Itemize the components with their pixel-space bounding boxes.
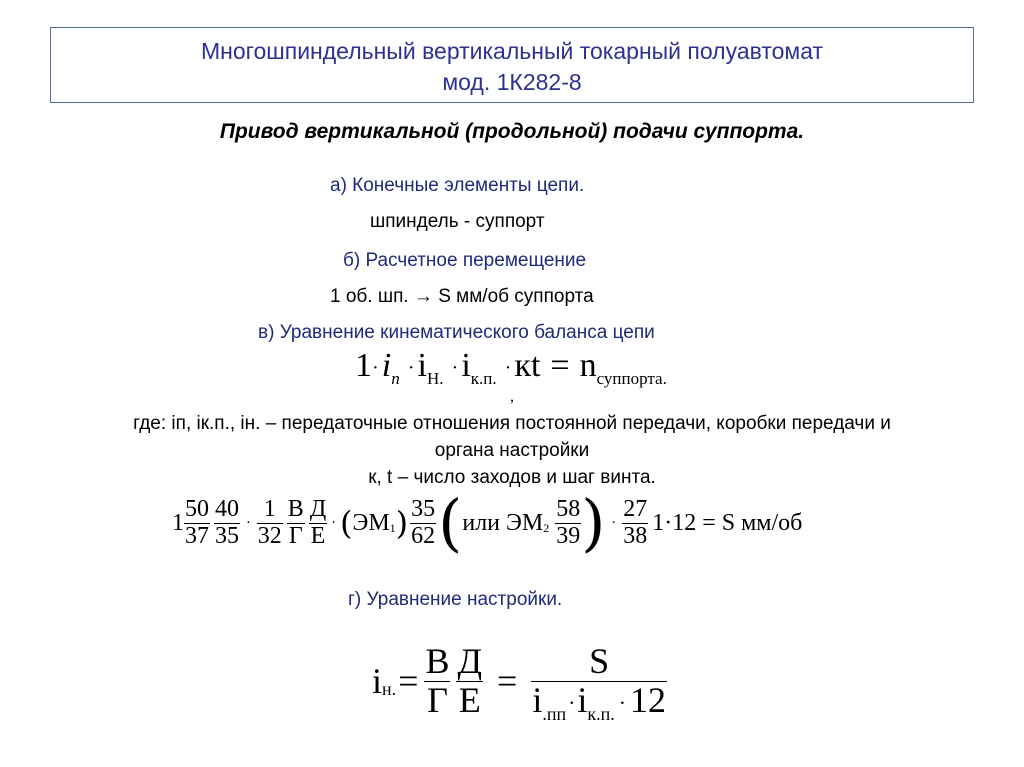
page-title-line2: мод. 1К282-8 [442, 69, 582, 95]
eq3-big-num: S [589, 640, 610, 681]
eq1-kt: кt [514, 347, 541, 384]
eq2-f7-den: 39 [556, 522, 581, 549]
eq1-equals: = [550, 347, 570, 384]
eq3-equals: = [398, 661, 419, 701]
eq3-den-i1: i [532, 679, 543, 720]
stray-comma: , [510, 388, 514, 405]
eq2-em1: ЭМ [352, 509, 390, 536]
eq3-den-sub2: к.п. [587, 703, 615, 724]
eq2-big-paren-close: ) [581, 486, 606, 559]
eq1-dot: · [372, 357, 379, 380]
eq1-sub-n: n [391, 368, 400, 388]
eq1-one: 1 [355, 347, 372, 384]
eq3-dot: · [568, 690, 576, 715]
slide-subtitle: Привод вертикальной (продольной) подачи суппорта. [219, 120, 805, 143]
eq1-n: n [579, 347, 597, 384]
where-line2: органа настройки [434, 440, 590, 461]
eq2-fraction-1 [184, 497, 210, 548]
eq2-f6-den: 62 [411, 522, 436, 549]
eq2-em1-sub: 1 [389, 520, 396, 535]
eq2-fraction-4 [287, 497, 305, 548]
eq2-paren-open: ( [339, 504, 353, 542]
section-b-label: б) Расчетное перемещение [343, 250, 587, 271]
eq1-sub-kp: к.п. [470, 368, 497, 388]
eq2-f8-num: 27 [623, 496, 648, 523]
page-title-line1: Многошпиндельный вертикальный токарный полуавтомат [200, 38, 824, 64]
eq3-f1-num: В [425, 640, 450, 681]
eq3-equals-2: = [497, 661, 518, 701]
eq3-fraction-1 [424, 640, 450, 720]
eq2-paren-close: ) [395, 504, 409, 542]
eq3-i: i [372, 661, 383, 701]
eq2-lead: 1 [172, 509, 184, 536]
eq3-f2-num: Д [457, 640, 483, 681]
eq1-dot: · [504, 357, 512, 380]
where-line3: к, t – число заходов и шаг винта. [368, 467, 656, 488]
eq2-f8-den: 38 [623, 522, 648, 549]
eq2-em2-sub: 2 [543, 520, 550, 535]
eq1-i: i [417, 347, 427, 384]
eq2-f1-den: 37 [185, 522, 209, 549]
eq1-i: i [381, 347, 392, 384]
section-b-value: 1 об. шп. → S мм/об суппорта [330, 286, 594, 307]
eq1-sub-support: суппорта. [596, 368, 667, 388]
section-v-label: в) Уравнение кинематического баланса цепи [258, 322, 655, 343]
eq1-dot: · [407, 357, 415, 380]
eq2-f2-num: 40 [215, 496, 239, 523]
where-line1: где: iп, iк.п., iн. – передаточные отношения постоянной передачи, коробки передачи и [133, 413, 891, 434]
eq3-f1-den: Г [427, 679, 448, 720]
eq2-dot: · [246, 514, 251, 531]
eq3-big-den [531, 679, 667, 724]
eq2-f5-den: Е [310, 522, 326, 549]
eq2-f1-num: 50 [185, 496, 209, 523]
eq3-den-sub1: .пп [542, 703, 567, 724]
eq2-fraction-7 [555, 497, 581, 548]
eq3-den-tail: 12 [629, 679, 666, 720]
eq2-f2-den: 35 [215, 522, 239, 549]
eq3-dot: · [618, 690, 626, 715]
eq2-f7-num: 58 [556, 496, 581, 523]
setup-equation [372, 632, 667, 730]
eq1-sub-h: Н. [427, 368, 444, 388]
eq2-tail: 1·12 = S мм/об [652, 509, 803, 536]
section-g-label: г) Уравнение настройки. [348, 589, 563, 610]
eq3-fraction-main [531, 640, 667, 724]
eq2-f6-num: 35 [411, 496, 436, 523]
section-a-label: а) Конечные элементы цепи. [330, 175, 585, 196]
chain-equation [172, 486, 803, 559]
eq2-f3-num: 1 [263, 496, 276, 523]
eq2-or-em2: или ЭМ [462, 509, 544, 536]
eq3-fraction-2 [456, 640, 483, 720]
section-a-value: шпиндель - суппорт [370, 211, 545, 232]
kinematic-balance-equation [355, 346, 667, 391]
eq1-dot: · [451, 357, 459, 380]
eq2-f3-den: 32 [257, 522, 282, 549]
eq2-dot: · [331, 514, 336, 531]
eq1-i: i [461, 347, 471, 384]
eq2-big-paren-open: ( [438, 486, 463, 559]
eq3-den-i2: i [577, 679, 588, 720]
eq2-fraction-3 [257, 497, 283, 548]
eq3-f2-den: Е [458, 679, 481, 720]
eq2-f4-num: В [287, 496, 304, 523]
eq2-dot: · [611, 514, 617, 531]
eq2-fraction-6 [410, 497, 436, 548]
eq2-fraction-2 [214, 497, 240, 548]
eq3-sub-n: н. [382, 678, 397, 699]
eq2-fraction-5 [309, 497, 327, 548]
eq2-fraction-8 [622, 497, 648, 548]
eq2-f4-den: Г [288, 522, 303, 549]
eq2-f5-num: Д [309, 496, 327, 523]
